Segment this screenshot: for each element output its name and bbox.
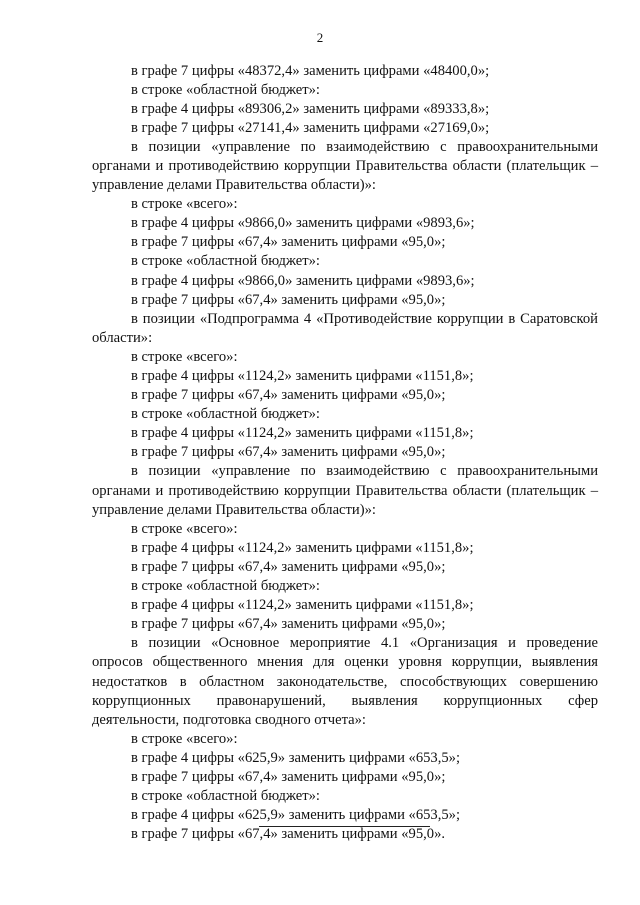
text-line: коррупционных правонарушений, выявления коррупционных сфер <box>92 692 598 709</box>
text-line: недостатков в областном законодательстве, способствующих совершению <box>92 673 598 690</box>
text-line: в графе 4 цифры «89306,2» заменить цифрами «89333,8»; <box>131 100 490 117</box>
text-line: в графе 7 цифры «67,4» заменить цифрами «95,0»; <box>131 234 446 251</box>
text-line: в строке «областной бюджет»: <box>131 406 320 423</box>
text-line: в графе 7 цифры «27141,4» заменить цифрами «27169,0»; <box>131 119 490 136</box>
text-line: в строке «всего»: <box>131 730 238 747</box>
text-line: в графе 4 цифры «1124,2» заменить цифрами «1151,8»; <box>131 368 474 384</box>
text-line: в графе 7 цифры «67,4» заменить цифрами «95,0»; <box>131 387 446 404</box>
text-line: в строке «всего»: <box>131 196 238 213</box>
text-line: в графе 7 цифры «67,4» заменить цифрами «95,0». <box>131 826 446 843</box>
text-line: в графе 7 цифры «48372,4» заменить цифрами «48400,0»; <box>131 62 490 79</box>
text-line: в графе 4 цифры «625,9» заменить цифрами «653,5»; <box>131 749 461 766</box>
text-line: деятельности, подготовка сводного отчета»: <box>92 711 366 728</box>
text-line: области»: <box>92 329 153 346</box>
text-line: в графе 7 цифры «67,4» заменить цифрами «95,0»; <box>131 616 446 633</box>
text-line: в строке «всего»: <box>131 348 238 365</box>
body-text <box>92 62 598 845</box>
text-line: органами и противодействию коррупции Правительства области (плательщик – <box>92 482 598 499</box>
text-line: в графе 7 цифры «67,4» заменить цифрами «95,0»; <box>131 291 446 308</box>
text-line: органами и противодействию коррупции Правительства области (плательщик – <box>92 157 598 174</box>
page-number: 2 <box>316 30 324 45</box>
text-line: в строке «областной бюджет»: <box>131 81 320 98</box>
text-line: в позиции «управление по взаимодействию с правоохранительными <box>131 138 598 155</box>
text-line: в графе 4 цифры «9866,0» заменить цифрами «9893,6»; <box>131 215 475 232</box>
footer-rule <box>259 826 430 827</box>
text-line: в строке «областной бюджет»: <box>131 788 320 805</box>
text-line: в позиции «управление по взаимодействию с правоохранительными <box>131 463 598 480</box>
text-line: в графе 4 цифры «625,9» заменить цифрами «653,5»; <box>131 807 461 824</box>
text-line: в строке «всего»: <box>131 520 238 537</box>
text-line: в графе 4 цифры «1124,2» заменить цифрами «1151,8»; <box>131 539 474 556</box>
text-line: в графе 4 цифры «1124,2» заменить цифрами «1151,8»; <box>131 425 474 442</box>
text-line: в строке «областной бюджет»: <box>131 578 320 595</box>
text-line: управление делами Правительства области)»: <box>92 177 376 194</box>
text-line: в графе 4 цифры «9866,0» заменить цифрами «9893,6»; <box>131 272 475 289</box>
text-line: в позиции «Подпрограмма 4 «Противодействие коррупции в Саратовской <box>131 310 598 327</box>
text-line: в графе 7 цифры «67,4» заменить цифрами «95,0»; <box>131 768 446 785</box>
text-line: в строке «областной бюджет»: <box>131 253 320 270</box>
text-line: управление делами Правительства области)»: <box>92 501 376 518</box>
text-line: опросов общественного мнения для оценки уровня коррупции, выявления <box>92 654 598 671</box>
text-line: в графе 7 цифры «67,4» заменить цифрами «95,0»; <box>131 558 446 575</box>
text-line: в графе 4 цифры «1124,2» заменить цифрами «1151,8»; <box>131 597 474 614</box>
text-line: в графе 7 цифры «67,4» заменить цифрами «95,0»; <box>131 444 446 461</box>
text-line: в позиции «Основное мероприятие 4.1 «Организация и проведение <box>131 635 598 652</box>
